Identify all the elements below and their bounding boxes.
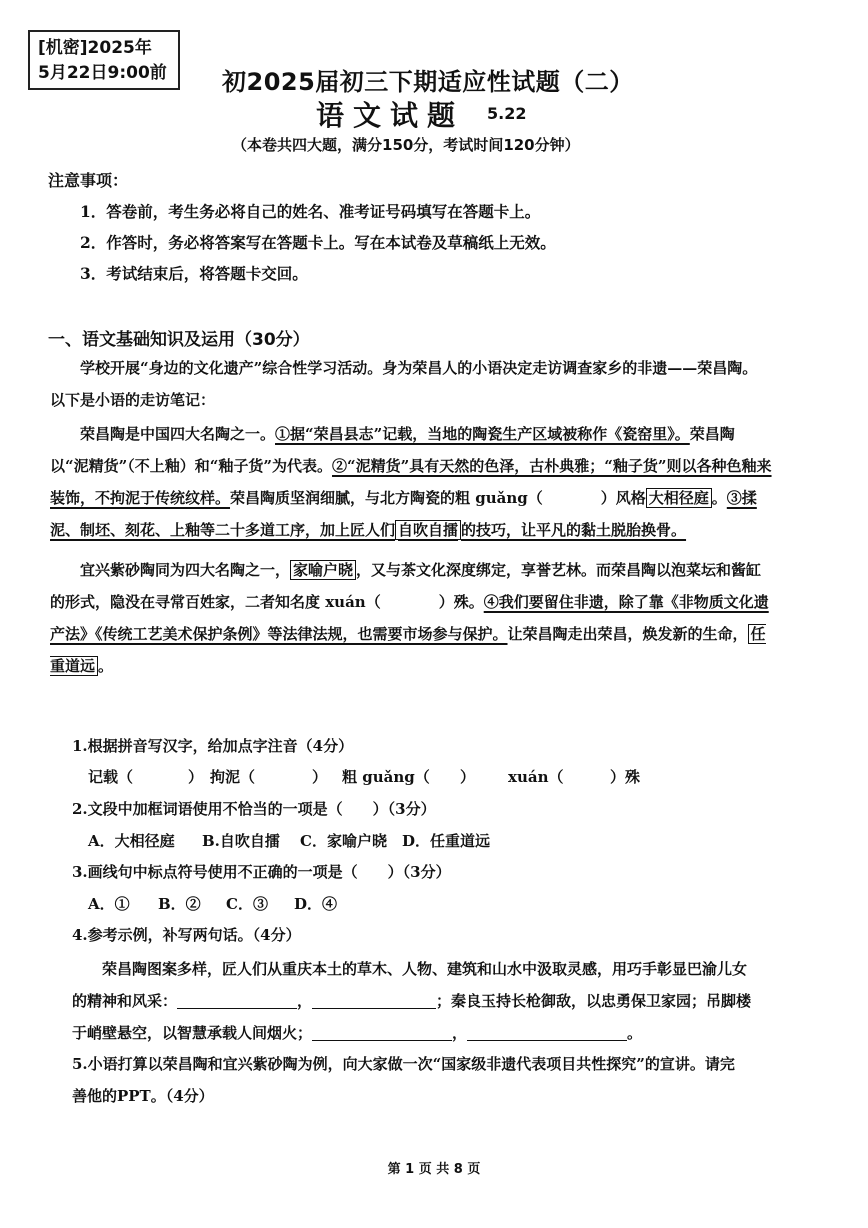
q1-item: 拘泥（ — [210, 768, 256, 786]
text: ， — [452, 1024, 468, 1042]
text: 荣昌陶质坚润细腻，与北方陶瓷的粗 guǎng（ — [230, 489, 543, 507]
answer-blank[interactable] — [177, 1008, 297, 1009]
underlined-sentence-1: ①据“荣昌县志”记载，当地的陶瓷生产区域被称作《瓷窑里》。 — [275, 425, 690, 443]
exam-date: 5.22 — [487, 104, 527, 123]
q4-line — [72, 1022, 642, 1043]
boxed-word: 自吹自擂 — [395, 520, 461, 540]
confidential-box — [28, 30, 180, 90]
boxed-word: 任重道远 — [50, 625, 766, 675]
q1-item: ）殊 — [610, 768, 641, 786]
text: 。 — [711, 489, 727, 507]
notice-item: 2．作答时，务必将答案写在答题卡上。写在本试卷及草稿纸上无效。 — [80, 233, 556, 252]
boxed-word: 家喻户晓 — [290, 560, 356, 580]
q4-line — [72, 990, 751, 1011]
paragraph-2 — [50, 554, 772, 682]
exam-subtitle: （本卷共四大题，满分150分，考试时间120分钟） — [232, 136, 580, 154]
text: 荣昌陶以“泥精货”（不上釉）和“釉子货”为代表。 — [50, 425, 735, 475]
q2-option: A．大相径庭 — [88, 832, 175, 850]
text: 荣昌陶是中国四大名陶之一。 — [80, 425, 276, 443]
text: 。 — [627, 1024, 643, 1042]
q3-option: B．② — [158, 895, 201, 913]
underlined-sentence-3b: 的技巧，让平凡的黏土脱胎换骨。 — [461, 521, 687, 539]
notice-item: 3．考试结束后，将答题卡交回。 — [80, 264, 308, 283]
q2-option: D．任重道远 — [402, 832, 491, 850]
text: 的精神和风采： — [72, 992, 178, 1010]
text: 。 — [98, 657, 114, 675]
text: ）殊。 — [438, 593, 484, 611]
answer-blank[interactable] — [467, 1040, 627, 1041]
paragraph-1 — [50, 418, 772, 546]
question-3-stem: 3.画线句中标点符号使用不正确的一项是（ ）（3分） — [72, 863, 451, 881]
q3-option: C．③ — [226, 895, 268, 913]
q3-option: D．④ — [294, 895, 338, 913]
question-1-stem: 1.根据拼音写汉字，给加点字注音（4分） — [72, 737, 354, 755]
exam-title: 初2025届初三下期适应性试题（二） — [222, 68, 634, 96]
q1-item: ） — [460, 768, 476, 786]
answer-blank[interactable] — [312, 1040, 452, 1041]
subject-title: 语文试题 — [316, 99, 465, 132]
confidential-line2: 5月22日9:00前 — [38, 63, 167, 83]
q3-option: A．① — [88, 895, 130, 913]
boxed-word: 大相径庭 — [646, 488, 712, 508]
q2-option: C．家喻户晓 — [300, 832, 387, 850]
underlined-sentence-2: ②“泥精货”具有天然的色泽，古朴典雅；“釉子货”则以各种色釉来装饰，不拘泥于传统纹样。 — [50, 457, 772, 507]
text: 让荣昌陶走出荣昌，焕发新的生命， — [507, 625, 748, 643]
text: 于峭壁悬空，以智慧承载人间烟火； — [72, 1024, 313, 1042]
intro-paragraph: 学校开展“身边的文化遗产”综合性学习活动。身为荣昌人的小语决定走访调查家乡的非遗——荣昌陶。以下是小语的走访笔记： — [50, 359, 758, 409]
underlined-sentence-4: ④我们要留住非遗，除了靠《非物质文化遗产法》《传统工艺美术保护条例》等法律法规，也需要市场参与保护。 — [50, 593, 769, 643]
question-5-line: 善他的PPT。（4分） — [72, 1087, 214, 1105]
q1-item: ） — [188, 768, 204, 786]
q1-item: 记载（ — [88, 768, 134, 786]
passage — [50, 352, 772, 682]
notice-item: 1．答卷前，考生务必将自己的姓名、准考证号码填写在答题卡上。 — [80, 202, 541, 221]
answer-blank[interactable] — [312, 1008, 436, 1009]
notice-heading: 注意事项： — [48, 171, 129, 190]
underlined-sentence-3a: ③揉泥、制坯、刻花、上釉等二十多道工序，加上匠人们 — [50, 489, 757, 539]
text: ；秦良玉持长枪御敌，以忠勇保卫家园；吊脚楼 — [436, 992, 752, 1010]
text: 宜兴紫砂陶同为四大名陶之一， — [80, 561, 291, 579]
page-number: 第 1 页 共 8 页 — [387, 1162, 481, 1177]
q1-item: xuán（ — [508, 768, 564, 786]
text: ，又与茶文化深度绑定，享誉艺林。而荣昌陶以泡菜坛和酱缸的形式，隐没在寻常百姓家，二者知名度 xuán（ — [50, 561, 762, 611]
text: ）风格 — [600, 489, 646, 507]
text: ， — [297, 992, 313, 1010]
q4-line: 荣昌陶图案多样，匠人们从重庆本土的草木、人物、建筑和山水中汲取灵感，用巧手彰显巴渝儿女 — [102, 960, 748, 978]
q2-option: B.自吹自擂 — [202, 832, 280, 850]
question-4-stem: 4.参考示例，补写两句话。（4分） — [72, 926, 301, 944]
q1-item: ） — [312, 768, 328, 786]
question-5-line: 5.小语打算以荣昌陶和宜兴紫砂陶为例，向大家做一次“国家级非遗代表项目共性探究”的宣讲。请完 — [72, 1055, 735, 1073]
section-heading: 一、语文基础知识及运用（30分） — [48, 330, 310, 350]
question-2-stem: 2.文段中加框词语使用不恰当的一项是（ ）（3分） — [72, 800, 436, 818]
q1-item: 粗 guǎng（ — [342, 768, 430, 786]
confidential-line1: [机密]2025年 — [38, 38, 152, 58]
